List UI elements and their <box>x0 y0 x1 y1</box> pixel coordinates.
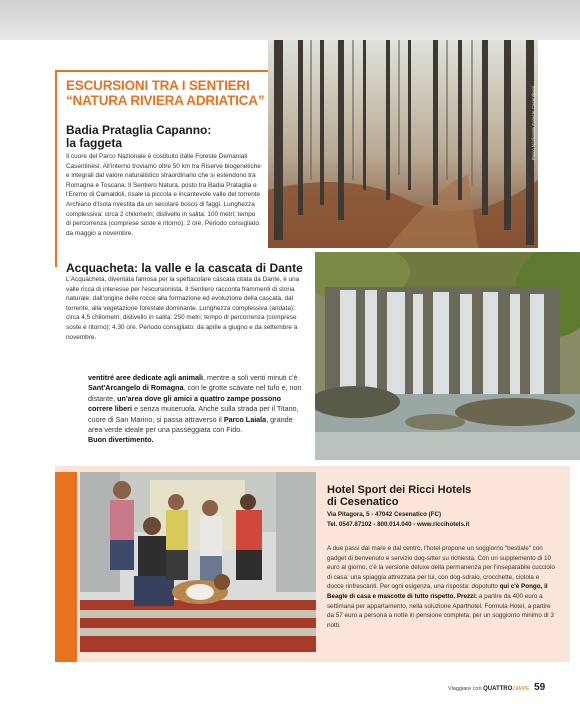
badia-heading <box>66 124 266 150</box>
page-number: 59 <box>534 682 546 693</box>
section-title <box>66 78 266 108</box>
hotel-title-line1: Hotel Sport dei Ricci Hotels <box>327 484 472 496</box>
photo-credit: Parco Nazionale Foreste Casentinesi <box>531 85 536 160</box>
side-label: IO POSSO ENTRARE <box>60 514 77 660</box>
hotel-address <box>327 510 557 529</box>
section-title-line2: “NATURA RIVIERA ADRIATICA” <box>66 93 265 108</box>
footer <box>448 682 545 693</box>
hotel-text <box>327 544 555 630</box>
hotel-text-bold: qui c'è Pongo, il Beagle di casa e mascotte di tutto rispetto. Prezzi: <box>327 583 548 600</box>
hotel-photo <box>80 472 316 652</box>
forest-photo <box>268 40 538 248</box>
badia-heading-line2: la faggeta <box>66 136 123 150</box>
footer-brand: QUATTRO <box>483 686 513 692</box>
middle-text-bold-4: Parco Laiala <box>223 414 267 424</box>
middle-text-3: e senza museruola. Anche sulla strada per il Titano, cuore di San Marino, si passa attraverso il <box>88 404 299 424</box>
middle-text-1: , mentre a soli venti minuti c'è <box>203 373 298 382</box>
middle-text-bold-1: ventitré aree dedicate agli animali <box>88 373 204 382</box>
waterfall-photo <box>315 252 580 460</box>
badia-text: Il cuore del Parco Nazionale è costituito dalle Foreste Demaniali Casentinesi. All'interno troviamo oltre 50 km tra Riserve biogenetiche e integrali dal valore naturalistico straordinario che si estendono tra Romagna e Toscana. Il Sentiero Natura, posto tra Badia Prataglia e l'Eremo di Camaldoli, risale la piccola e incantevole valle del torrente Archiano d'Isola rivestita da un secolare bosco di faggi. Lunghezza complessiva: circa 2 chilometri; dislivello in salita: 100 metri; tempo di percorrenza (comprese soste e ritorno): 2 ore. Periodo consigliato: da maggio a novembre. <box>66 153 261 237</box>
middle-text <box>88 373 306 446</box>
badia-heading-line1: Badia Prataglia Capanno: <box>66 123 212 137</box>
hotel-title-line2: di Cesenatico <box>327 496 399 508</box>
hotel-text-1: A due passi dal mare e dal centro, l'hotel propone un soggiorno “bestiale” con gadget di benvenuto e servizio dog-sitter su richiesta. Con un supplemento di 10 euro al giorno, c'è la versione deluxe della permanenza per l'inseparabile cucciolo di casa: una spiaggia attrezzata per lui, con dog-sdraio, crocchette, ciotola e docce rinfrescanti. Per ogni esigenza, una risposta: dopotutto <box>327 545 555 591</box>
middle-text-bold-2: Sant'Arcangelo di Romagna <box>88 383 184 393</box>
middle-text-closing: Buon divertimento. <box>88 435 154 445</box>
hotel-contact-line: Tel. 0547.87102 - 800.014.040 - www.riccihotels.it <box>327 520 470 528</box>
hotel-title <box>327 484 557 508</box>
top-bar <box>0 0 580 40</box>
middle-text-bold-3: un'area dove gli amici a quattro zampe possono correre liberi <box>88 393 282 414</box>
hotel-address-line: Via Pitagora, 5 - 47042 Cesenatico (FC) <box>327 511 442 518</box>
middle-text-2: , con le grotte scavate nel tufo e, non distante, <box>88 383 302 403</box>
acquacheta-heading: Acquacheta: la valle e la cascata di Dante <box>66 261 303 275</box>
footer-brand-suffix: ZAMPE <box>512 686 530 692</box>
footer-prefix: Viaggiare con <box>448 686 482 692</box>
section-title-line1: ESCURSIONI TRA I SENTIERI <box>66 78 250 93</box>
acquacheta-text: L'Acquacheta, diventata famosa per la spettacolare cascata citata da Dante, è una valle ricca di interesse per l'escursionista. Il Sentiero racconta frammenti di storia naturale: dall'origine delle rocce alla formazione ed evoluzione della cascata, dal torrente, alla vegetazione forestale dominante. Lunghezza complessiva (andata): circa 4,5 chilometri; dislivello in salita: 250 metri; tempo di percorrenza (comprese soste e ritorno): 4,30 ore. Periodo consigliato: da aprile a giugno e da settembre a novembre. <box>66 276 300 341</box>
hotel-text-2: a partire da 400 euro a settimana per appartamento, nella soluzione Aparthotel. Formula Hotel, a partire da 57 euro a persona a notte in pensione completa, per un soggiorno minimo di 3 notti. <box>327 592 554 629</box>
middle-text-4: , grande area verde ideale per una passeggiata con Fido. <box>88 414 293 435</box>
